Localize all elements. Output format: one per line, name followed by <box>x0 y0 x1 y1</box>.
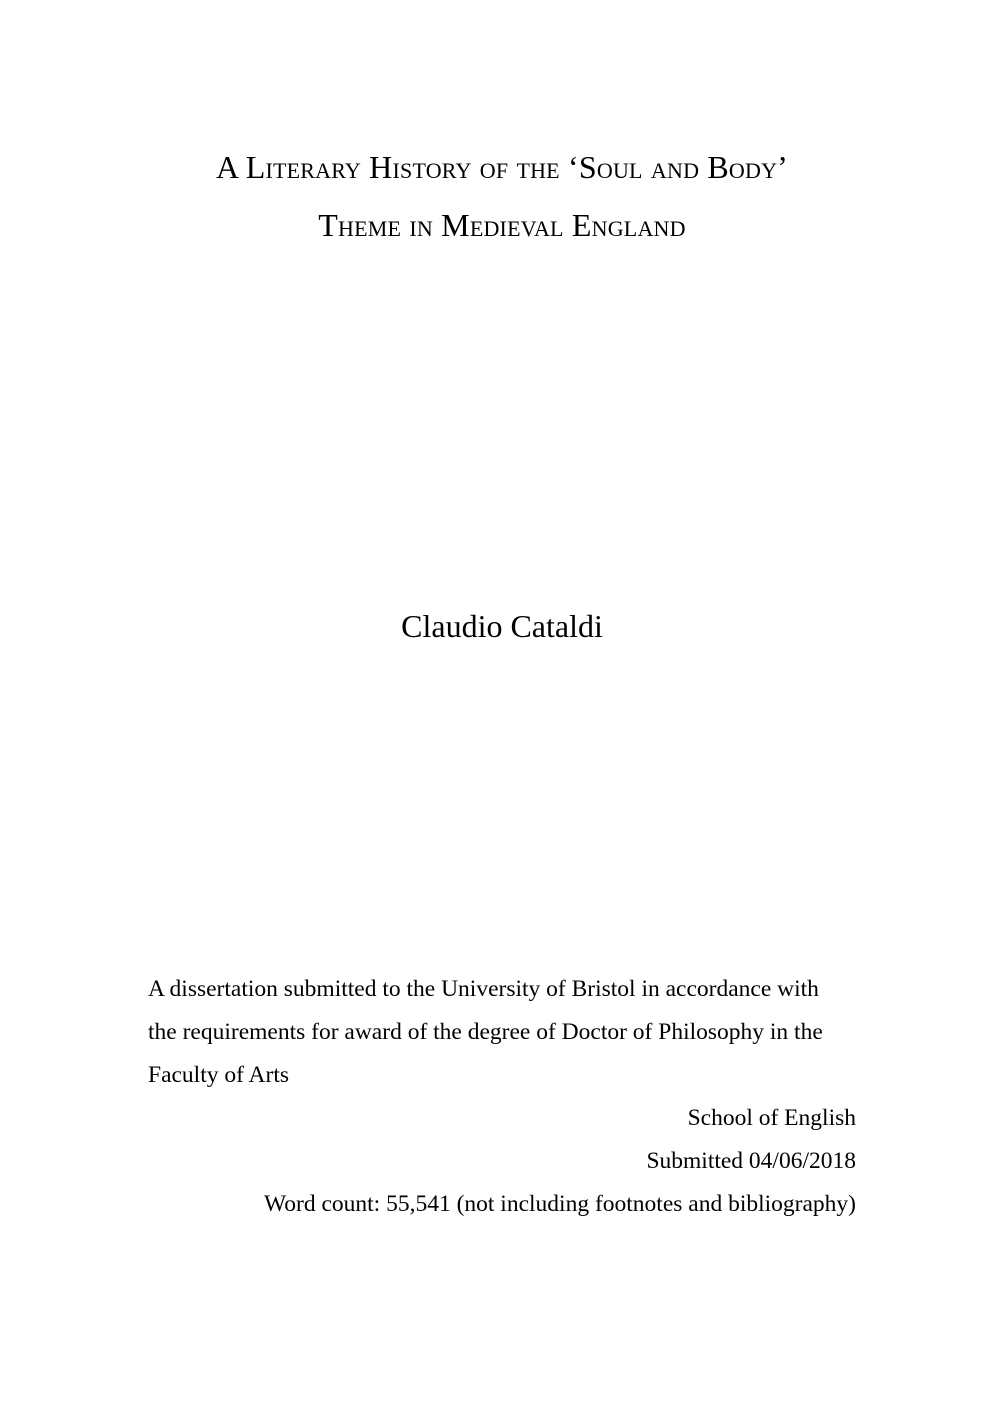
submission-statement <box>148 968 856 1097</box>
submission-statement-line-3: Faculty of Arts <box>148 1062 289 1088</box>
submission-statement-line-2: the requirements for award of the degree of Doctor of Philosophy in the <box>148 1019 823 1045</box>
submission-date: Submitted 04/06/2018 <box>646 1148 856 1174</box>
school-name: School of English <box>687 1105 856 1131</box>
author-name: Claudio Cataldi <box>401 608 603 644</box>
submission-statement-line-1: A dissertation submitted to the University of Bristol in accordance with <box>148 976 819 1002</box>
dissertation-title-line-2: Theme in Medieval England <box>318 207 686 243</box>
word-count: Word count: 55,541 (not including footnotes and bibliography) <box>263 1191 856 1217</box>
dissertation-title-line-1: A Literary History of the ‘Soul and Body’ <box>215 149 789 185</box>
